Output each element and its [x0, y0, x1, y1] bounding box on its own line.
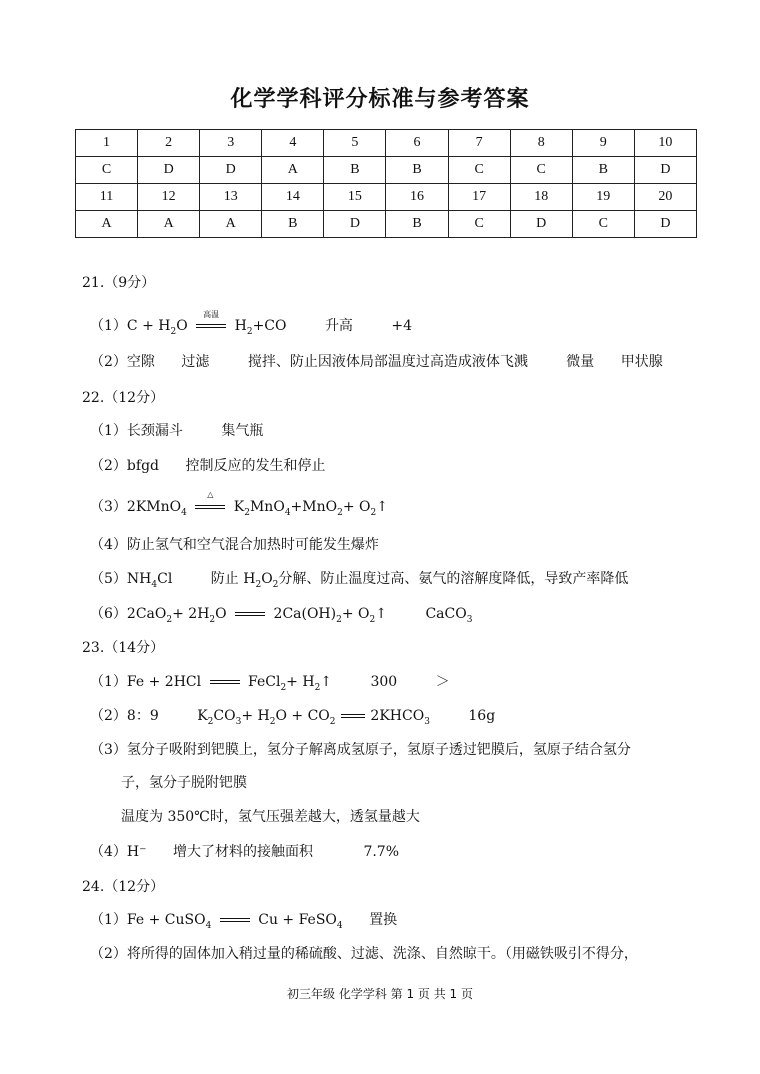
q22-part6: $(6)2CaO_2+ 2H_2O$ $2Ca(OH)_2+$ $O_2↑$ CaCO$_3$	[90, 606, 473, 625]
reaction-equals-sign: 高温	[196, 321, 226, 331]
table-cell: B	[386, 157, 448, 184]
reaction-equals-sign	[341, 711, 365, 721]
table-cell: 10	[634, 130, 696, 157]
table-cell: A	[76, 211, 138, 238]
table-row	[76, 130, 697, 157]
table-cell: 17	[448, 184, 510, 211]
reaction-equals-sign	[220, 915, 250, 925]
page-title: 化学学科评分标准与参考答案	[230, 87, 530, 112]
table-cell: D	[138, 157, 200, 184]
table-row	[76, 211, 697, 238]
table-cell: C	[76, 157, 138, 184]
q24-part1: （1）Fe + CuSO$_4$ Cu + FeSO$_4$ 置换	[90, 912, 398, 931]
q23-part3-line3: 温度为 350℃时，氢气压强差越大，透氢量越大	[121, 809, 420, 825]
reaction-equals-sign	[235, 609, 265, 619]
table-cell: A	[200, 211, 262, 238]
table-cell: 13	[200, 184, 262, 211]
table-row	[76, 157, 697, 184]
table-cell: C	[510, 157, 572, 184]
table-cell: 18	[510, 184, 572, 211]
table-cell: D	[510, 211, 572, 238]
q22-part2: （2）bfgd 控制反应的发生和停止	[90, 458, 326, 474]
table-cell: 14	[262, 184, 324, 211]
table-cell: C	[448, 157, 510, 184]
table-cell: 2	[138, 130, 200, 157]
table-cell: B	[572, 157, 634, 184]
table-cell: 3	[200, 130, 262, 157]
answer-table	[75, 129, 697, 238]
q22-part4: （4）防止氢气和空气混合加热时可能发生爆炸	[90, 537, 379, 553]
table-cell: 4	[262, 130, 324, 157]
table-cell: D	[324, 211, 386, 238]
q22-header: 22.（12分）	[82, 390, 165, 406]
q23-part1: （1）Fe + 2HCl FeCl$_2$+ $H_2↑$ 300 ＞	[90, 674, 450, 693]
table-cell: 5	[324, 130, 386, 157]
table-cell: 12	[138, 184, 200, 211]
table-cell: 6	[386, 130, 448, 157]
table-cell: 7	[448, 130, 510, 157]
q23-part3-line1: （3）氢分子吸附到钯膜上，氢分子解离成氢原子，氢原子透过钯膜后，氢原子结合氢分	[90, 742, 631, 758]
table-cell: B	[386, 211, 448, 238]
table-cell: 16	[386, 184, 448, 211]
table-cell: C	[572, 211, 634, 238]
q22-part3: （3）2KMnO$_4$ △ $K_2MnO_4+MnO_2+$ $O_2↑$	[90, 490, 388, 518]
table-row	[76, 184, 697, 211]
q23-header: 23.（14分）	[82, 640, 165, 656]
q24-part2: （2）将所得的固体加入稍过量的稀硫酸、过滤、洗涤、自然晾干。（用磁铁吸引不得分，	[90, 946, 638, 962]
table-cell: D	[634, 211, 696, 238]
table-cell: C	[448, 211, 510, 238]
page-footer: 初三年级 化学学科 第 1 页 共 1 页	[287, 987, 473, 1001]
table-cell: 15	[324, 184, 386, 211]
q21-part2: （2）空隙 过滤 搅拌、防止因液体局部温度过高造成液体飞溅 微量 甲状腺	[90, 354, 663, 370]
reaction-equals-sign	[210, 677, 240, 687]
q24-header: 24.（12分）	[82, 879, 165, 895]
q23-part3-line2: 子，氢分子脱附钯膜	[121, 775, 247, 791]
q23-part4: （4）H⁻ 增大了材料的接触面积 7.7%	[90, 844, 400, 860]
q21-part1: $(1)C + H_2O$ 高温 $H_2+CO$ 升高 +4	[90, 310, 413, 337]
table-cell: 8	[510, 130, 572, 157]
q22-part5: $(5)NH_4Cl$ 防止 $H_2O_2$分解、防止温度过高、氨气的溶解度降低，导致产率降低	[90, 571, 629, 590]
table-cell: A	[262, 157, 324, 184]
table-cell: B	[262, 211, 324, 238]
table-cell: A	[138, 211, 200, 238]
table-cell: 1	[76, 130, 138, 157]
table-cell: 19	[572, 184, 634, 211]
q21-header: 21.（9分）	[82, 275, 156, 291]
table-cell: B	[324, 157, 386, 184]
table-cell: 11	[76, 184, 138, 211]
table-cell: 9	[572, 130, 634, 157]
q23-part2: （2）8：9 $K_2CO_3+ H_2O + CO_2$ $2KHCO_3$ 16g	[90, 708, 496, 727]
table-cell: D	[634, 157, 696, 184]
q22-part1: （1）长颈漏斗 集气瓶	[90, 423, 264, 439]
table-cell: 20	[634, 184, 696, 211]
table-cell: D	[200, 157, 262, 184]
reaction-equals-sign: △	[195, 502, 225, 512]
